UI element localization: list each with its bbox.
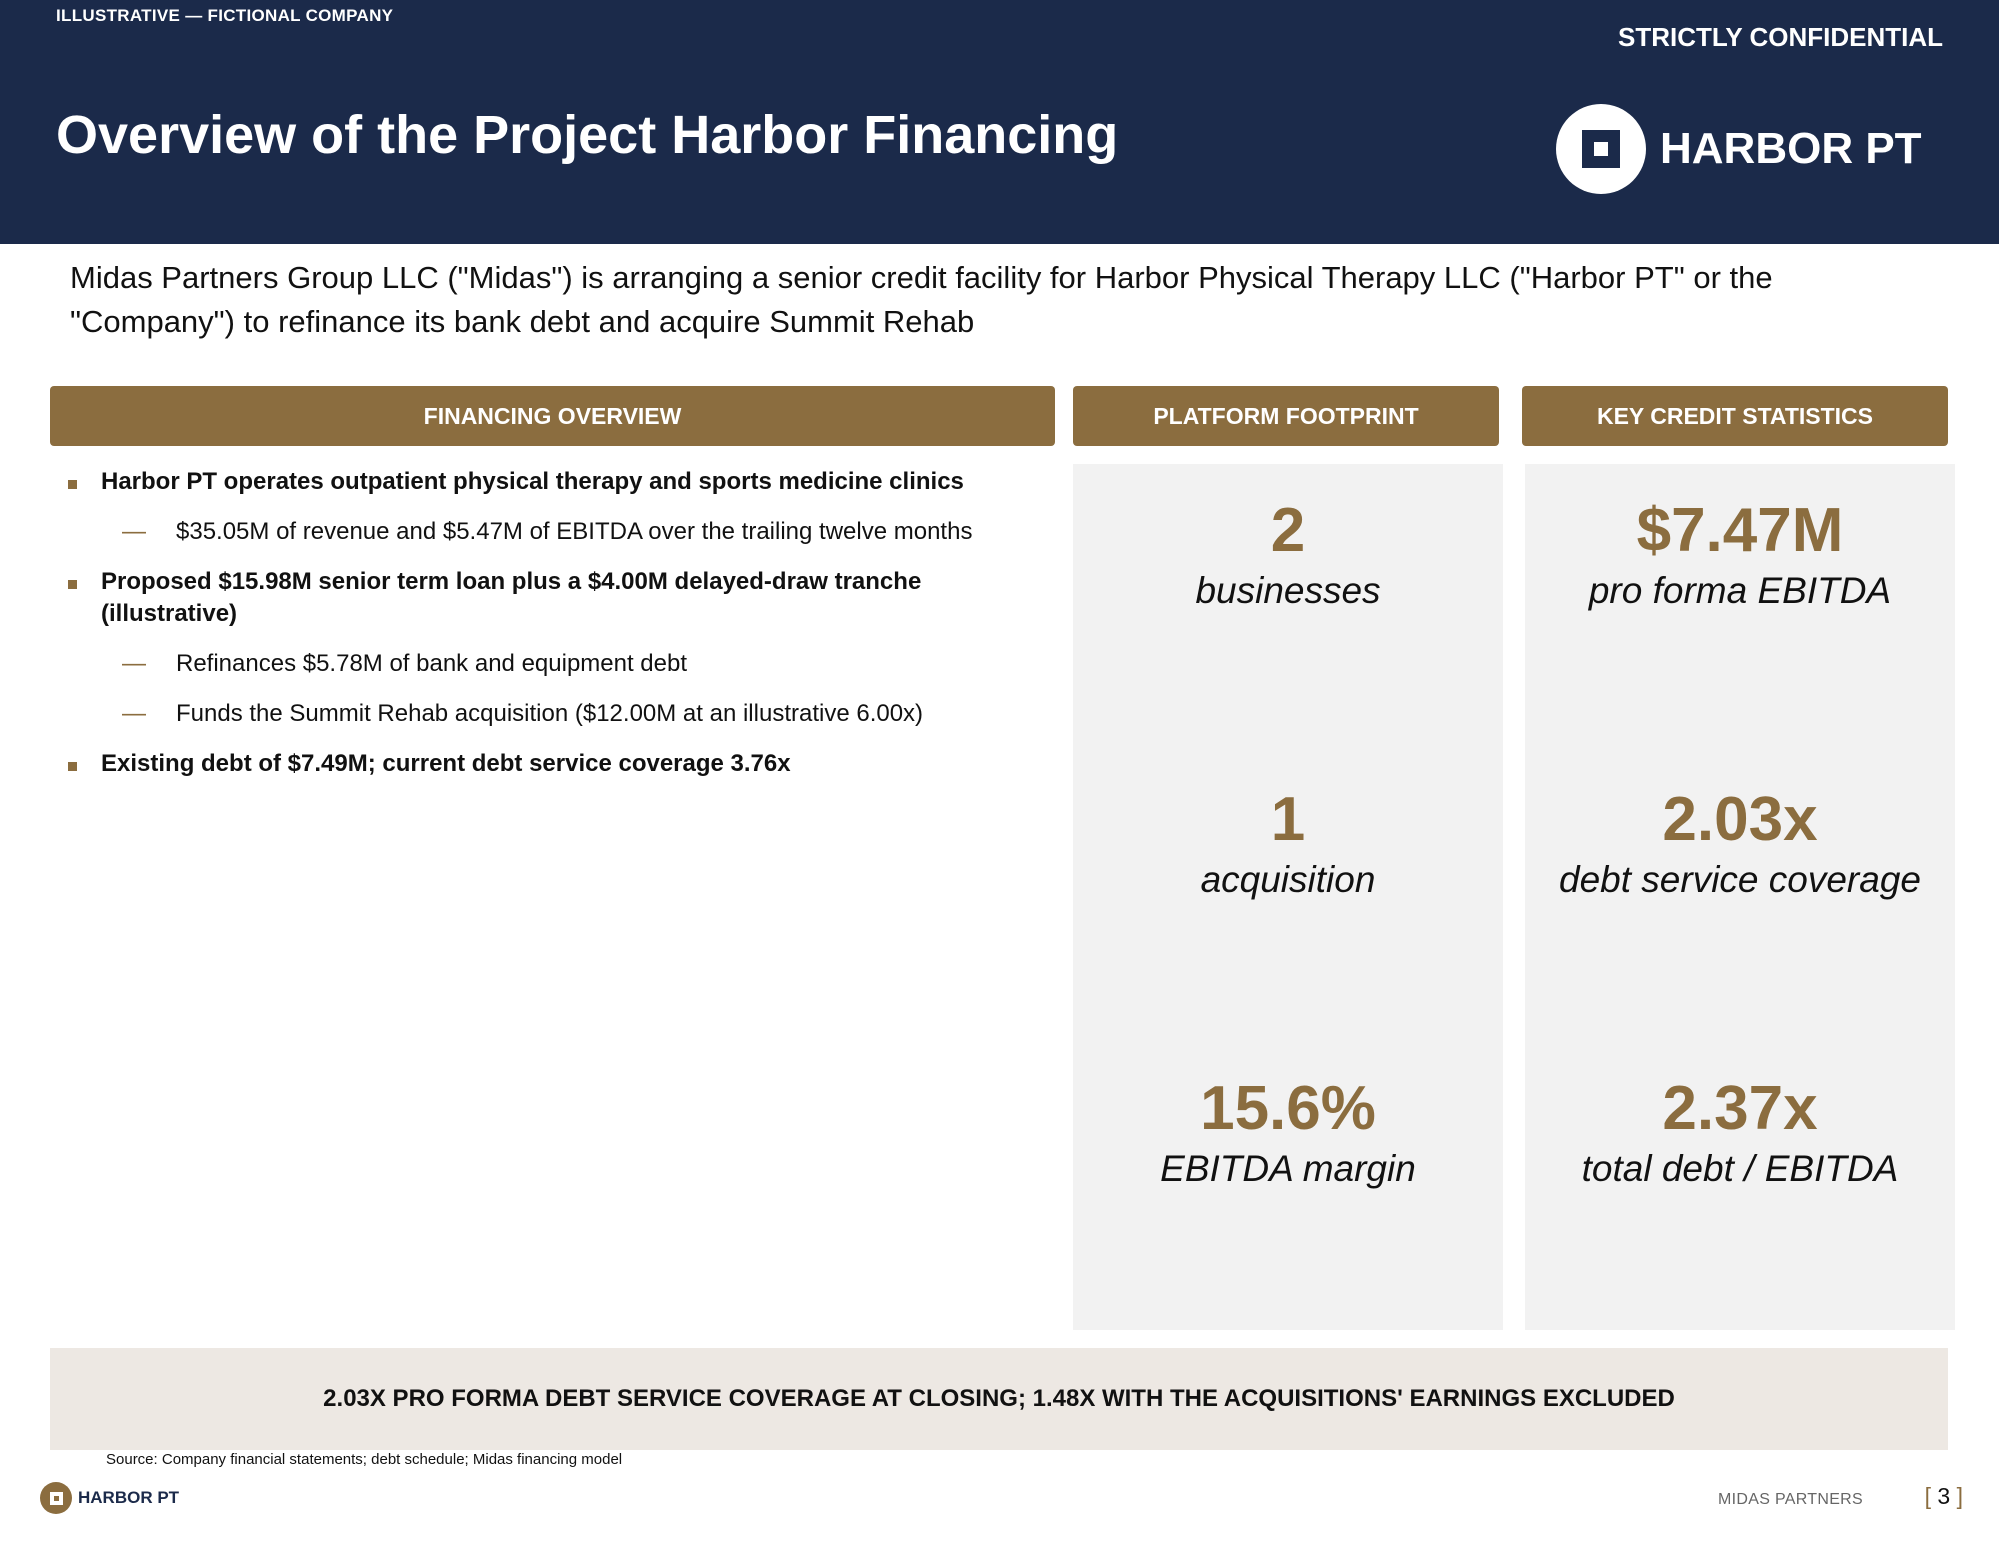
platform-footprint-panel bbox=[1073, 464, 1503, 1330]
sub-bullet-item: — Refinances $5.78M of bank and equipment debt bbox=[66, 648, 1046, 680]
page-number: [ 3 ] bbox=[1924, 1483, 1963, 1509]
harbor-logo-icon bbox=[40, 1482, 72, 1514]
sub-bullet-item: — Funds the Summit Rehab acquisition ($12.00M at an illustrative 6.00x) bbox=[66, 698, 1046, 730]
dash-bullet-icon: — bbox=[122, 518, 146, 545]
stat-label: pro forma EBITDA bbox=[1588, 570, 1892, 611]
stat-label: EBITDA margin bbox=[1160, 1148, 1416, 1189]
footer-logo-text: HARBOR PT bbox=[78, 1488, 180, 1507]
square-bullet-icon bbox=[68, 762, 77, 771]
intro-text: Midas Partners Group LLC ("Midas") is arranging a senior credit facility for Harbor Physical Therapy LLC ("Harbor PT" or the "Company") to refinance its bank debt and acquire Summit Rehab bbox=[70, 260, 1773, 339]
firm-name: MIDAS PARTNERS bbox=[1718, 1491, 1863, 1508]
stat-ebitda-margin bbox=[1073, 1074, 1503, 1192]
confidential-label: STRICTLY CONFIDENTIAL bbox=[1617, 22, 1943, 52]
key-credit-statistics-header: KEY CREDIT STATISTICS bbox=[1522, 386, 1948, 446]
stat-value: 1 bbox=[1270, 785, 1306, 854]
stat-acquisition bbox=[1073, 785, 1503, 903]
stat-label: debt service coverage bbox=[1559, 859, 1921, 900]
sub-bullet-item: — $35.05M of revenue and $5.47M of EBITDA over the trailing twelve months bbox=[66, 516, 1046, 548]
stat-total-debt-ebitda bbox=[1525, 1074, 1955, 1192]
bullet-item: Existing debt of $7.49M; current debt service coverage 3.76x bbox=[66, 748, 1046, 780]
financing-overview-header: FINANCING OVERVIEW bbox=[50, 386, 1055, 446]
illustrative-tag: ILLUSTRATIVE — FICTIONAL COMPANY bbox=[56, 6, 394, 25]
stat-value: 15.6% bbox=[1200, 1074, 1376, 1143]
summary-banner: 2.03X PRO FORMA DEBT SERVICE COVERAGE AT CLOSING; 1.48X WITH THE ACQUISITIONS' EARNINGS EXCLUDED bbox=[50, 1348, 1948, 1450]
stat-value: $7.47M bbox=[1636, 496, 1844, 565]
dash-bullet-icon: — bbox=[122, 700, 146, 727]
key-credit-statistics-panel bbox=[1525, 464, 1955, 1330]
stat-debt-service-coverage bbox=[1525, 785, 1955, 903]
bullet-item: Proposed $15.98M senior term loan plus a $4.00M delayed-draw tranche (illustrative) bbox=[66, 566, 1046, 630]
harbor-logo-icon bbox=[1556, 104, 1646, 194]
stat-label: acquisition bbox=[1200, 859, 1376, 900]
slide-title: Overview of the Project Harbor Financing bbox=[56, 105, 1119, 165]
footer-logo bbox=[40, 1482, 179, 1514]
stat-label: businesses bbox=[1195, 570, 1381, 611]
dash-bullet-icon: — bbox=[122, 650, 146, 677]
stat-pro-forma-ebitda bbox=[1525, 496, 1955, 614]
stat-businesses bbox=[1073, 496, 1503, 614]
slide-header bbox=[0, 0, 1999, 244]
harbor-pt-logo bbox=[1556, 104, 1922, 194]
stat-value: 2.37x bbox=[1662, 1074, 1818, 1143]
platform-footprint-header: PLATFORM FOOTPRINT bbox=[1073, 386, 1499, 446]
square-bullet-icon bbox=[68, 480, 77, 489]
source-note: Source: Company financial statements; debt schedule; Midas financing model bbox=[106, 1451, 623, 1468]
logo-text: HARBOR PT bbox=[1660, 124, 1922, 173]
bullet-item: Harbor PT operates outpatient physical therapy and sports medicine clinics bbox=[66, 466, 1046, 498]
square-bullet-icon bbox=[68, 580, 77, 589]
stat-value: 2 bbox=[1270, 496, 1306, 565]
financing-overview-list bbox=[66, 466, 1046, 798]
stat-value: 2.03x bbox=[1662, 785, 1818, 854]
stat-label: total debt / EBITDA bbox=[1581, 1148, 1899, 1189]
